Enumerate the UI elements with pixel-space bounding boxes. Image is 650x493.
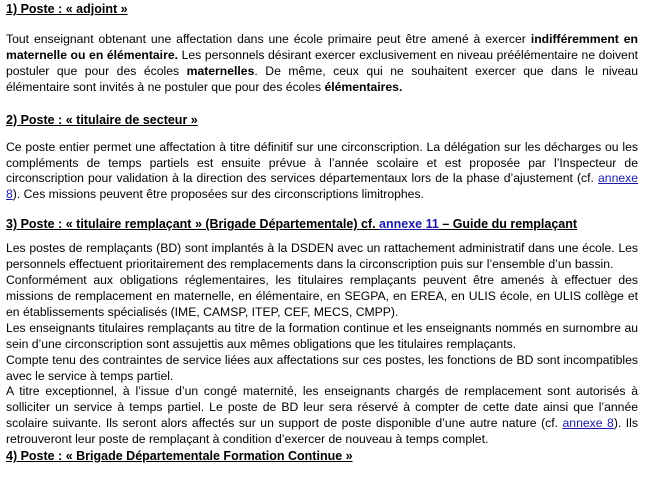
section-2-paragraph — [6, 140, 638, 204]
bold-run: maternelles — [186, 63, 255, 78]
text-run: Ce poste entier permet une affectation à titre définitif sur une circonscription. La délégation sur les décharges ou les compléments de temps partiels est ensuite prévue à l’année scolaire et est proposée par l’Inspecteur de circonscription pour validation à la direction des services départementaux lors de la phase d’ajustement (cf. — [6, 139, 638, 186]
section-3-paragraph-1: Les postes de remplaçants (BD) sont implantés à la DSDEN avec un rattachement administratif dans une école. Les personnels effectuent prioritairement des remplacements dans la circonscription puis sur l’ensemble d’un bassin. — [6, 241, 638, 272]
section-3-paragraph-4: Compte tenu des contraintes de service liées aux affectations sur ces postes, les fonctions de BD sont incompatibles avec le service à temps partiel. — [6, 352, 638, 383]
bold-run: élémentaires. — [324, 79, 403, 94]
heading-run: 3) Poste : « titulaire remplaçant » (Brigade Départementale) cf. — [6, 217, 380, 232]
section-3-paragraph-2: Conformément aux obligations réglementaires, les titulaires remplaçants peuvent être amenés à effectuer des missions de remplacement en maternelle, en élémentaire, en SEGPA, en EREA, en ULIS école, en ULIS collège et en établissements spécialisés (IME, CAMSP, ITEP, CEF, MECS, CMPP). — [6, 273, 638, 319]
heading-run: – Guide du remplaçant — [438, 217, 578, 232]
text-run: Les personnels désirant exercer exclusivement en niveau préélémentaire ne doivent postuler que pour des écoles — [6, 47, 638, 78]
text-run: Tout enseignant obtenant une affectation dans une école primaire peut être amené à exercer — [6, 32, 531, 46]
section-3-paragraph-5 — [6, 384, 638, 448]
section-1-paragraph — [6, 32, 638, 96]
text-run: ). Ces missions peuvent être proposées sur des circonscriptions limitrophes. — [12, 187, 424, 202]
section-3-paragraph-3: Les enseignants titulaires remplaçants au titre de la formation continue et les enseignants nommés en surnombre au sein d’une circonscription sont assujettis aux mêmes obligations que les titulaires remplaçants. — [6, 320, 638, 351]
text-run: A titre exceptionnel, à l’issue d’un congé maternité, les enseignants chargés de remplacement sont autorisés à solliciter un service à temps partiel. Le poste de BD leur sera réservé à compter de cette date ainsi que l’année scolaire suivante. Ils seront alors affectés sur un support de poste disponible d’une autre nature (cf. — [6, 384, 638, 431]
bold-run: indifféremment en maternelle ou en élémentaire. — [6, 32, 638, 62]
annexe-8-link[interactable]: annexe 8 — [6, 171, 638, 202]
section-1-heading: 1) Poste : « adjoint » — [6, 2, 128, 16]
annexe-8-link[interactable]: annexe 8 — [562, 416, 614, 431]
section-2-heading: 2) Poste : « titulaire de secteur » — [6, 112, 198, 127]
text-run: ). Ils retrouveront leur poste de remplaçant à condition d’exercer de nouveau à temps complet. — [6, 416, 638, 447]
annexe-11-link[interactable]: annexe 11 — [379, 217, 439, 232]
text-run: . De même, ceux qui ne souhaitent exercer que dans le niveau élémentaire sont invités à ne postuler que pour des écoles — [6, 63, 638, 94]
section-4-heading: 4) Poste : « Brigade Départementale Formation Continue » — [6, 449, 353, 464]
section-3-heading — [6, 216, 638, 232]
